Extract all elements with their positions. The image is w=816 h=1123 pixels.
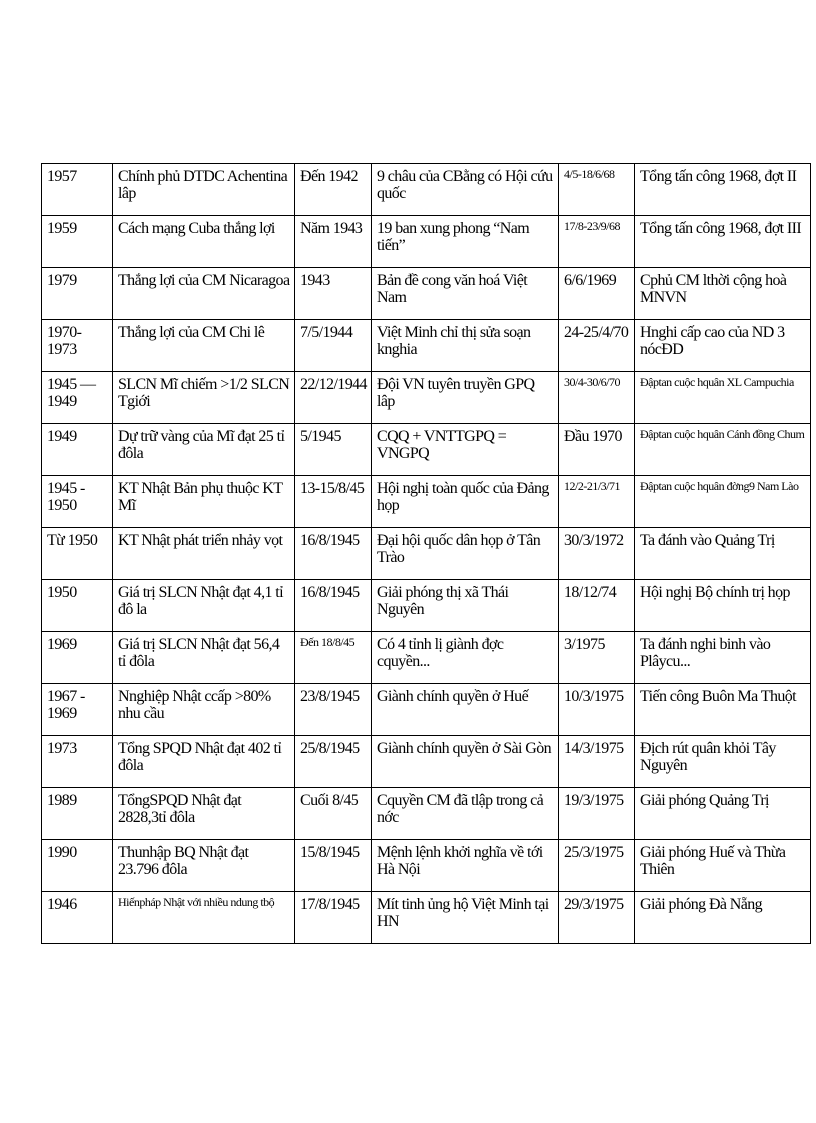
- table-cell: 6/6/1969: [559, 268, 635, 320]
- table-cell: Mệnh lệnh khởi nghĩa về tới Hà Nội: [372, 840, 559, 892]
- table-row: [42, 216, 811, 268]
- table-cell: 18/12/74: [559, 580, 635, 632]
- table-cell: Hnghi cấp cao của ND 3 nócĐD: [635, 320, 811, 372]
- table-cell: 17/8-23/9/68: [559, 216, 635, 268]
- table-row: [42, 268, 811, 320]
- table-cell: 25/3/1975: [559, 840, 635, 892]
- table-cell: 9 châu của CBằng có Hội cứu quốc: [372, 164, 559, 216]
- table-cell: 17/8/1945: [295, 892, 372, 944]
- table-cell: 30/3/1972: [559, 528, 635, 580]
- table-cell: Giành chính quyền ở Sài Gòn: [372, 736, 559, 788]
- table-cell: Đậptan cuộc hquân XL Campuchia: [635, 372, 811, 424]
- table-cell: 7/5/1944: [295, 320, 372, 372]
- table-row: [42, 684, 811, 736]
- table-cell: 19/3/1975: [559, 788, 635, 840]
- table-cell: Đậptan cuộc hquân Cánh đồng Chum: [635, 424, 811, 476]
- table-cell: Cphủ CM lthời cộng hoà MNVN: [635, 268, 811, 320]
- table-cell: Năm 1943: [295, 216, 372, 268]
- table-cell: Đến 18/8/45: [295, 632, 372, 684]
- table-row: [42, 840, 811, 892]
- table-row: [42, 476, 811, 528]
- table-cell: Thắng lợi của CM Nicaragoa: [113, 268, 295, 320]
- table-cell: Tổng tấn công 1968, đợt II: [635, 164, 811, 216]
- table-cell: 1973: [42, 736, 113, 788]
- table-cell: Đến 1942: [295, 164, 372, 216]
- table-cell: 1989: [42, 788, 113, 840]
- table-cell: 10/3/1975: [559, 684, 635, 736]
- table-cell: 1970-1973: [42, 320, 113, 372]
- table-row: [42, 580, 811, 632]
- table-cell: Việt Minh chỉ thị sửa soạn knghia: [372, 320, 559, 372]
- table-cell: Thắng lợi của CM Chi lê: [113, 320, 295, 372]
- table-cell: Thunhập BQ Nhật đạt 23.796 đôla: [113, 840, 295, 892]
- table-cell: KT Nhật Bản phụ thuộc KT Mĩ: [113, 476, 295, 528]
- table-cell: 15/8/1945: [295, 840, 372, 892]
- table-row: [42, 372, 811, 424]
- table-cell: 14/3/1975: [559, 736, 635, 788]
- table-cell: Giải phóng Đà Nẵng: [635, 892, 811, 944]
- table-cell: Giá trị SLCN Nhật đạt 56,4 tỉ đôla: [113, 632, 295, 684]
- table-cell: Đội VN tuyên truyền GPQ lâp: [372, 372, 559, 424]
- table-cell: 1945 - 1950: [42, 476, 113, 528]
- table-cell: Hội nghị toàn quốc của Đảng họp: [372, 476, 559, 528]
- table-cell: 1950: [42, 580, 113, 632]
- table-cell: 23/8/1945: [295, 684, 372, 736]
- table-cell: SLCN Mĩ chiếm >1/2 SLCN Tgiới: [113, 372, 295, 424]
- table-cell: Ta đánh nghi binh vào Plâycu...: [635, 632, 811, 684]
- table-cell: 1949: [42, 424, 113, 476]
- table-cell: Cách mạng Cuba thắng lợi: [113, 216, 295, 268]
- table-cell: 5/1945: [295, 424, 372, 476]
- table-cell: Hội nghị Bộ chính trị họp: [635, 580, 811, 632]
- table-cell: Địch rút quân khỏi Tây Nguyên: [635, 736, 811, 788]
- table-cell: Ta đánh vào Quảng Trị: [635, 528, 811, 580]
- table-cell: 25/8/1945: [295, 736, 372, 788]
- table-row: [42, 788, 811, 840]
- table-cell: Chính phủ DTDC Achentina lâp: [113, 164, 295, 216]
- table-cell: 29/3/1975: [559, 892, 635, 944]
- table-cell: Đậptan cuộc hquân đờng9 Nam Lào: [635, 476, 811, 528]
- table-cell: Cuối 8/45: [295, 788, 372, 840]
- table-cell: 1943: [295, 268, 372, 320]
- table-cell: Giành chính quyền ở Huế: [372, 684, 559, 736]
- table-cell: Tổng SPQD Nhật đạt 402 tỉ đôla: [113, 736, 295, 788]
- table-cell: Đại hội quốc dân họp ở Tân Trào: [372, 528, 559, 580]
- table-cell: Tiến công Buôn Ma Thuột: [635, 684, 811, 736]
- table-cell: 16/8/1945: [295, 528, 372, 580]
- table-cell: 1946: [42, 892, 113, 944]
- table-cell: TổngSPQD Nhật đạt 2828,3tỉ đôla: [113, 788, 295, 840]
- table-cell: 1967 - 1969: [42, 684, 113, 736]
- table-cell: Giải phóng thị xã Thái Nguyên: [372, 580, 559, 632]
- table-cell: 12/2-21/3/71: [559, 476, 635, 528]
- table-cell: Giải phóng Quảng Trị: [635, 788, 811, 840]
- history-table: [41, 163, 811, 944]
- table-cell: 3/1975: [559, 632, 635, 684]
- table-row: [42, 892, 811, 944]
- table-cell: Có 4 tỉnh lị giành đợc cquyền...: [372, 632, 559, 684]
- table-cell: 1990: [42, 840, 113, 892]
- table-cell: 13-15/8/45: [295, 476, 372, 528]
- table-cell: KT Nhật phát triển nhảy vọt: [113, 528, 295, 580]
- table-cell: 1969: [42, 632, 113, 684]
- table-cell: Dự trữ vàng của Mĩ đạt 25 tỉ đôla: [113, 424, 295, 476]
- table-cell: Tổng tấn công 1968, đợt III: [635, 216, 811, 268]
- table-cell: 1957: [42, 164, 113, 216]
- table-cell: 24-25/4/70: [559, 320, 635, 372]
- table-cell: 30/4-30/6/70: [559, 372, 635, 424]
- table-cell: Cquyền CM đã tlập trong cả nớc: [372, 788, 559, 840]
- table-row: [42, 528, 811, 580]
- table-cell: Nnghiệp Nhật ccấp >80% nhu cầu: [113, 684, 295, 736]
- table-row: [42, 736, 811, 788]
- table-row: [42, 424, 811, 476]
- table-cell: 4/5-18/6/68: [559, 164, 635, 216]
- table-cell: 1945 — 1949: [42, 372, 113, 424]
- table-row: [42, 632, 811, 684]
- table-cell: Mít tinh ủng hộ Việt Minh tại HN: [372, 892, 559, 944]
- table-cell: Giá trị SLCN Nhật đạt 4,1 tỉ đô la: [113, 580, 295, 632]
- table-cell: Đầu 1970: [559, 424, 635, 476]
- table-cell: 16/8/1945: [295, 580, 372, 632]
- table-cell: Từ 1950: [42, 528, 113, 580]
- table-cell: Giải phóng Huế và Thừa Thiên: [635, 840, 811, 892]
- table-row: [42, 164, 811, 216]
- table-cell: 1959: [42, 216, 113, 268]
- table-cell: 1979: [42, 268, 113, 320]
- table-body: [42, 164, 811, 944]
- table-cell: Hiếnpháp Nhật với nhiều ndung tbộ: [113, 892, 295, 944]
- table-cell: Bản đề cong văn hoá Việt Nam: [372, 268, 559, 320]
- table-cell: 19 ban xung phong “Nam tiến”: [372, 216, 559, 268]
- table-cell: CQQ + VNTTGPQ = VNGPQ: [372, 424, 559, 476]
- table-cell: 22/12/1944: [295, 372, 372, 424]
- table-row: [42, 320, 811, 372]
